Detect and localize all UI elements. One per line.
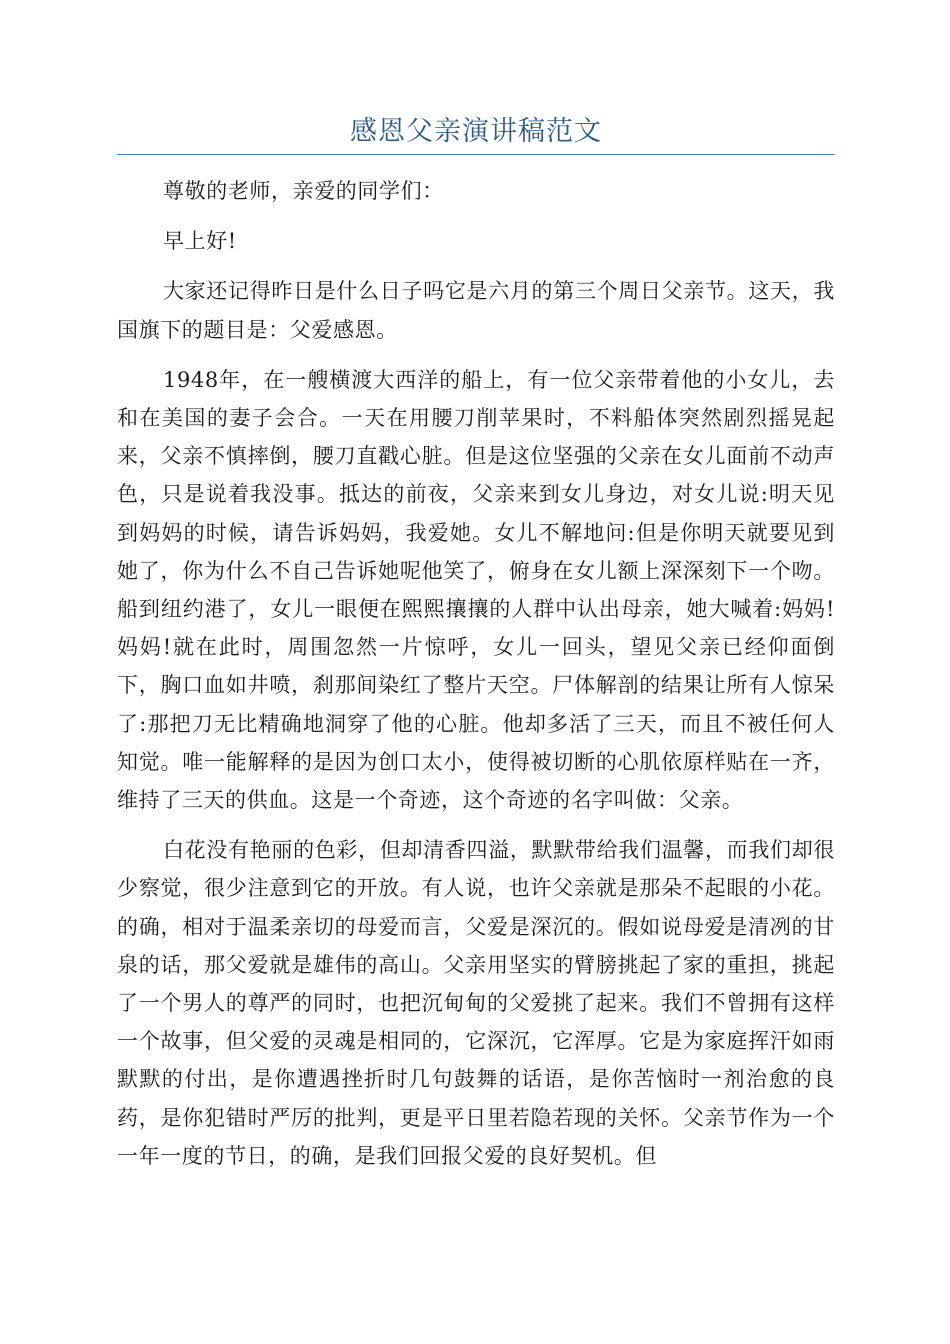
paragraph-reflection: 白花没有艳丽的色彩，但却清香四溢，默默带给我们温馨，而我们却很少察觉，很少注意到它的开放。有人说，也许父亲就是那朵不起眼的小花。的确，相对于温柔亲切的母爱而言，父爱是深沉的。假如说母爱是清冽的甘泉的话，那父爱就是雄伟的高山。父亲用坚实的臂膀挑起了家的重担，挑起了一个男人的尊严的同时，也把沉甸甸的父爱挑了起来。我们不曾拥有这样一个故事，但父爱的灵魂是相同的，它深沉，它浑厚。它是为家庭挥汗如雨默默的付出，是你遭遇挫折时几句鼓舞的话语，是你苦恼时一剂治愈的良药，是你犯错时严厉的批判，更是平日里若隐若现的关怀。父亲节作为一个一年一度的节日，的确，是我们回报父爱的良好契机。但	[117, 838, 835, 1168]
paragraph-intro: 大家还记得昨日是什么日子吗它是六月的第三个周日父亲节。这天，我国旗下的题目是：父爱感恩。	[117, 279, 835, 342]
document-title: 感恩父亲演讲稿范文	[350, 116, 602, 147]
title-underline	[117, 154, 835, 155]
paragraph-salutation: 尊敬的老师，亲爱的同学们：	[163, 179, 444, 203]
paragraph-greeting: 早上好!	[163, 229, 237, 254]
document-body	[117, 172, 835, 1187]
paragraph-story: 1948年，在一艘横渡大西洋的船上，有一位父亲带着他的小女儿，去和在美国的妻子会合。一天在用腰刀削苹果时，不料船体突然剧烈摇晃起来，父亲不慎摔倒，腰刀直戳心脏。但是这位坚强的父亲在女儿面前不动声色，只是说着我没事。抵达的前夜，父亲来到女儿身边，对女儿说:明天见到妈妈的时候，请告诉妈妈，我爱她。女儿不解地问:但是你明天就要见到她了，你为什么不自己告诉她呢他笑了，俯身在女儿额上深深刻下一个吻。船到纽约港了，女儿一眼便在熙熙攘攘的人群中认出母亲，她大喊着:妈妈!妈妈!就在此时，周围忽然一片惊呼，女儿一回头，望见父亲已经仰面倒下，胸口血如井喷，刹那间染红了整片天空。尸体解剖的结果让所有人惊呆了:那把刀无比精确地洞穿了他的心脏。他却多活了三天，而且不被任何人知觉。唯一能解释的是因为创口太小，使得被切断的心肌依原样贴在一齐，维持了三天的供血。这是一个奇迹，这个奇迹的名字叫做：父亲。	[117, 367, 835, 813]
